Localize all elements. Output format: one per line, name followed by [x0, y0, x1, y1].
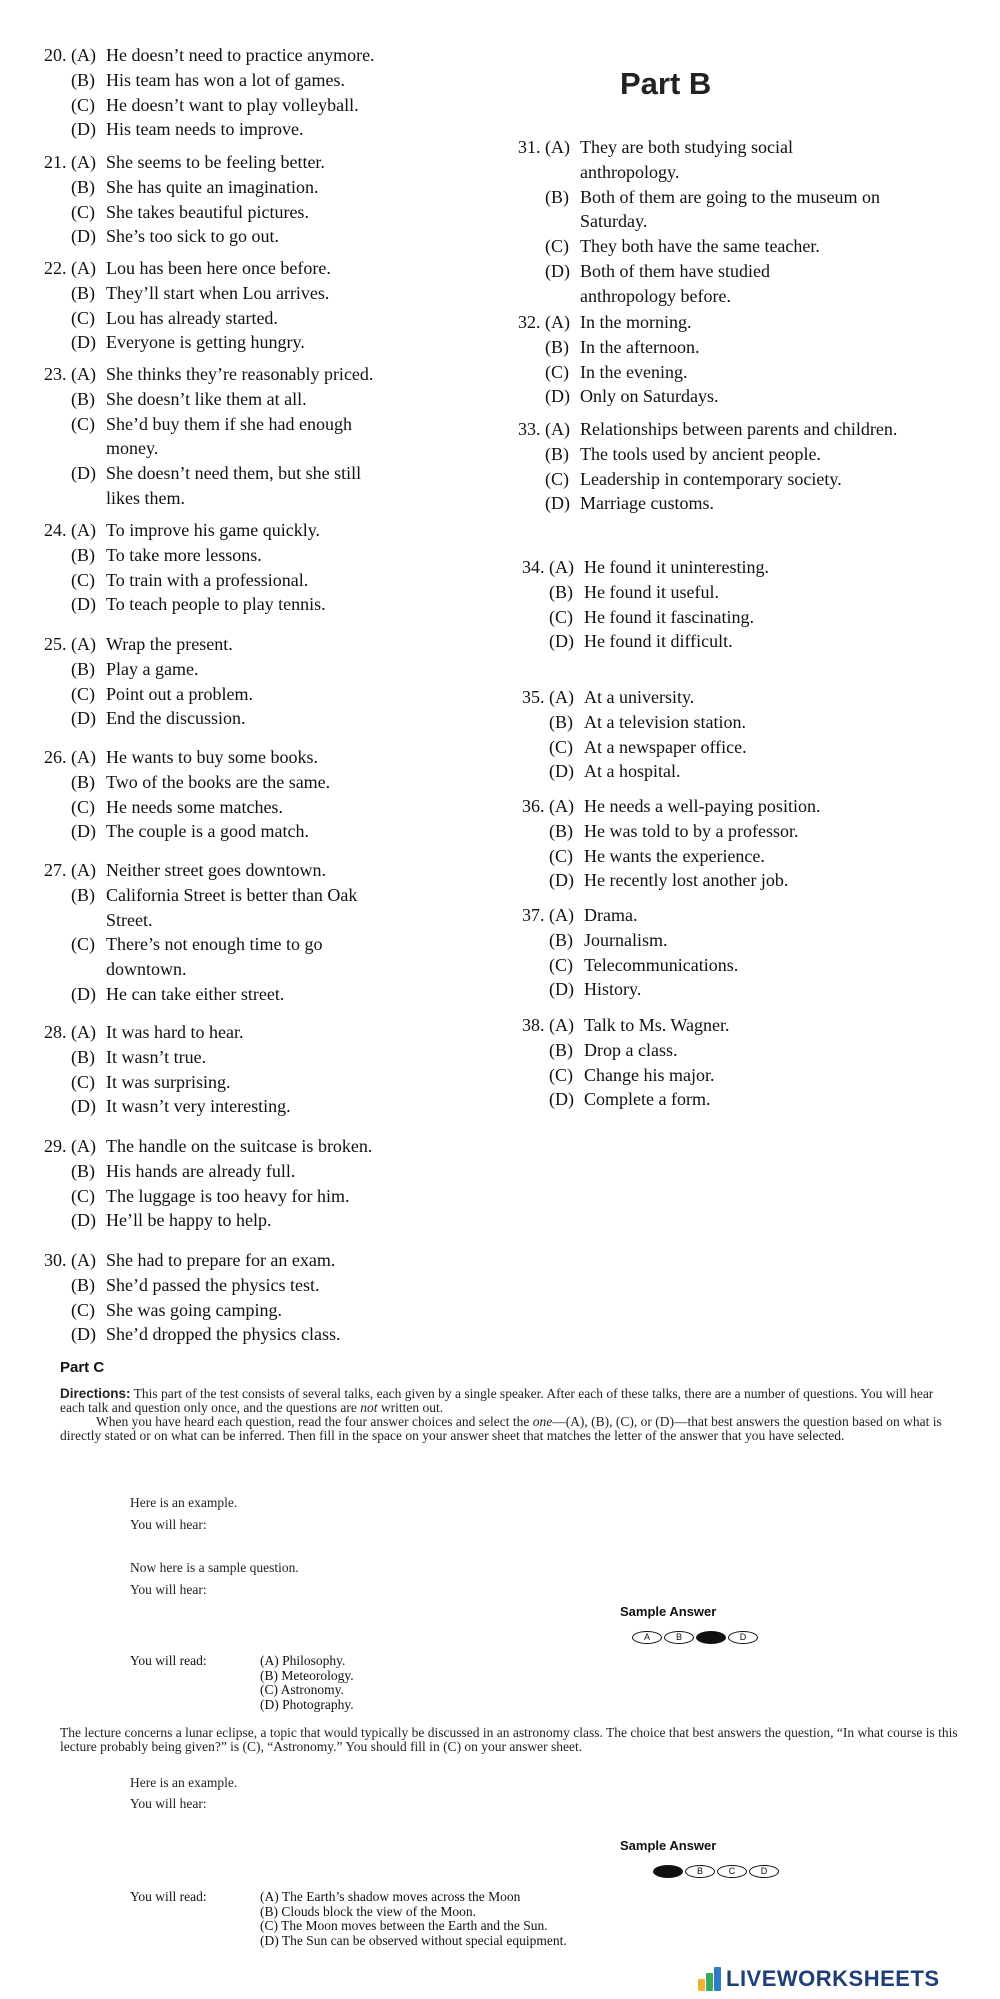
answer-option: (B) The tools used by ancient people. — [545, 443, 821, 464]
answer-bubble-c: C — [717, 1865, 747, 1878]
answer-option: (B) Play a game. — [71, 658, 199, 679]
answer-option: (C) Telecommunications. — [549, 954, 739, 975]
sample-answer-label: Sample Answer — [620, 1838, 717, 1853]
question-38 — [522, 1013, 972, 1112]
answer-option: (D) He’ll be happy to help. — [71, 1210, 272, 1231]
answer-option: (D) Both of them have studied anthropology before. — [545, 260, 770, 306]
answer-option: (B) Two of the books are the same. — [71, 771, 331, 792]
answer-bubble-d: D — [749, 1865, 779, 1878]
read-option: (B) Clouds block the view of the Moon. — [260, 1903, 476, 1919]
read-option: (B) Meteorology. — [260, 1667, 354, 1683]
answer-option: (B) Journalism. — [549, 929, 668, 950]
answer-option: (A) He wants to buy some books. — [71, 747, 318, 767]
answer-option: (A) Neither street goes downtown. — [71, 860, 326, 880]
answer-option: (A) She had to prepare for an exam. — [71, 1250, 336, 1270]
example-label: Here is an example. — [130, 1495, 238, 1510]
answer-option: (C) He wants the experience. — [549, 845, 765, 866]
read-option: (C) Astronomy. — [260, 1682, 344, 1697]
answer-bubble-a: A — [632, 1631, 662, 1644]
answer-option: (C) She was going camping. — [71, 1299, 282, 1320]
you-will-read-label: You will read: — [130, 1653, 207, 1668]
answer-option: (A) He found it uninteresting. — [549, 557, 769, 577]
answer-option: (B) It wasn’t true. — [71, 1046, 207, 1067]
answer-option: (B) His team has won a lot of games. — [71, 69, 345, 90]
answer-option: (C) To train with a professional. — [71, 569, 309, 590]
question-number: 31. — [518, 137, 541, 157]
answer-option: (D) To teach people to play tennis. — [71, 594, 326, 615]
question-number: 22. — [44, 258, 67, 278]
question-number: 23. — [44, 364, 67, 384]
answer-option: (B) His hands are already full. — [71, 1160, 296, 1181]
read-option: (A) Philosophy. — [260, 1653, 346, 1668]
question-31 — [518, 135, 968, 309]
question-29 — [44, 1134, 484, 1233]
answer-option: (A) Drama. — [549, 905, 638, 925]
question-number: 25. — [44, 634, 67, 654]
answer-option: (B) She has quite an imagination. — [71, 176, 319, 197]
answer-bubble-c-filled: C — [696, 1631, 726, 1644]
question-33 — [518, 417, 968, 516]
question-number: 34. — [522, 557, 545, 577]
answer-option: (D) He can take either street. — [71, 983, 285, 1004]
answer-option: (C) He doesn’t want to play volleyball. — [71, 94, 359, 115]
answer-option: (A) Wrap the present. — [71, 634, 233, 654]
answer-bubble-b: B — [664, 1631, 694, 1644]
question-number: 38. — [522, 1015, 545, 1035]
question-number: 24. — [44, 520, 67, 540]
question-37 — [522, 903, 972, 1002]
answer-option: (C) He found it fascinating. — [549, 606, 754, 627]
you-will-hear-label: You will hear: — [130, 1796, 207, 1811]
answer-option: (D) She’d dropped the physics class. — [71, 1324, 341, 1345]
answer-option: (B) In the afternoon. — [545, 336, 700, 357]
answer-option: (A) She thinks they’re reasonably priced. — [71, 364, 374, 384]
answer-option: (C) There’s not enough time to go downtown. — [71, 934, 323, 980]
answer-option: (D) Complete a form. — [549, 1089, 711, 1110]
answer-bubble-b: B — [685, 1865, 715, 1878]
answer-option: (C) They both have the same teacher. — [545, 236, 820, 257]
question-35 — [522, 685, 972, 784]
question-27 — [44, 858, 474, 1007]
question-21 — [44, 150, 474, 249]
question-number: 35. — [522, 687, 545, 707]
answer-option: (D) She doesn’t need them, but she still likes them. — [71, 463, 362, 508]
question-number: 36. — [522, 796, 545, 816]
answer-option: (B) Drop a class. — [549, 1039, 678, 1060]
you-will-read-block-1 — [130, 1654, 354, 1712]
question-number: 29. — [44, 1136, 67, 1156]
read-option: (A) The Earth’s shadow moves across the Moon — [260, 1889, 521, 1904]
question-26 — [44, 745, 474, 844]
sample-answer-bubbles-2 — [653, 1865, 779, 1878]
answer-option: (D) He recently lost another job. — [549, 870, 789, 891]
question-22 — [44, 256, 474, 355]
answer-option: (D) He found it difficult. — [549, 631, 733, 652]
logo-text: LIVEWORKSHEETS — [726, 1966, 940, 1991]
answer-option: (B) At a television station. — [549, 711, 746, 732]
question-number: 32. — [518, 312, 541, 332]
answer-option: (A) She seems to be feeling better. — [71, 152, 325, 172]
answer-option: (D) Everyone is getting hungry. — [71, 332, 305, 353]
answer-option: (B) They’ll start when Lou arrives. — [71, 282, 330, 303]
answer-option: (B) He found it useful. — [549, 581, 719, 602]
answer-option: (D) At a hospital. — [549, 761, 681, 782]
answer-bubble-a-filled: A — [653, 1865, 683, 1878]
answer-option: (C) In the evening. — [545, 361, 688, 382]
answer-option: (A) Lou has been here once before. — [71, 258, 331, 278]
answer-option: (B) To take more lessons. — [71, 544, 262, 565]
answer-option: (D) She’s too sick to go out. — [71, 226, 280, 247]
answer-option: (C) She takes beautiful pictures. — [71, 201, 309, 222]
answer-bubble-d: D — [728, 1631, 758, 1644]
sample-question-label: Now here is a sample question. — [130, 1560, 299, 1575]
question-number: 37. — [522, 905, 545, 925]
answer-option: (D) His team needs to improve. — [71, 119, 304, 140]
answer-option: (A) He needs a well-paying position. — [549, 796, 821, 816]
part-c-directions: Directions: This part of the test consists of several talks, each given by a single speaker. After each of these talks, there are a number of questions. You will hear each talk and question only once, and the questions are not written out. When you have heard each question, read the four answer choices and select the one—(A), (B), (C), or (D)—that best answers the question based on what is directly stated or on what can be inferred. Then fill in the space on your answer sheet that matches the letter of the answer that you have selected. — [60, 1386, 942, 1443]
question-20 — [44, 43, 474, 142]
liveworksheets-logo-icon — [698, 1967, 722, 1991]
answer-option: (B) He was told to by a professor. — [549, 820, 799, 841]
part-b-title: Part B — [620, 66, 712, 101]
question-number: 26. — [44, 747, 67, 767]
you-will-hear-label: You will hear: — [130, 1582, 207, 1597]
answer-option: (D) History. — [549, 979, 642, 1000]
answer-option: (C) It was surprising. — [71, 1071, 231, 1092]
answer-option: (B) California Street is better than Oak Street. — [71, 884, 358, 930]
read-option: (C) The Moon moves between the Earth and the Sun. — [260, 1918, 548, 1933]
answer-option: (C) Leadership in contemporary society. — [545, 468, 842, 489]
answer-option: (B) She’d passed the physics test. — [71, 1274, 320, 1295]
question-number: 33. — [518, 419, 541, 439]
you-will-read-block-2 — [130, 1890, 567, 1948]
you-will-read-label: You will read: — [130, 1889, 207, 1904]
question-28 — [44, 1020, 474, 1119]
liveworksheets-logo — [698, 1966, 940, 1992]
sample-explanation: The lecture concerns a lunar eclipse, a topic that would typically be discussed in an astronomy class. The choice that best answers the question, “In what course is this lecture probably being given?” is (C), “Astronomy.” You should fill in (C) on your answer sheet. — [60, 1725, 958, 1754]
question-number: 20. — [44, 45, 67, 65]
answer-option: (C) The luggage is too heavy for him. — [71, 1185, 350, 1206]
answer-option: (A) In the morning. — [545, 312, 692, 332]
answer-option: (A) It was hard to hear. — [71, 1022, 244, 1042]
question-23 — [44, 362, 474, 511]
question-number: 28. — [44, 1022, 67, 1042]
question-32 — [518, 310, 968, 409]
answer-option: (D) The couple is a good match. — [71, 821, 309, 842]
answer-option: (B) Both of them are going to the museum on Saturday. — [545, 186, 880, 232]
answer-option: (D) It wasn’t very interesting. — [71, 1096, 291, 1117]
question-number: 27. — [44, 860, 67, 880]
you-will-hear-label: You will hear: — [130, 1517, 207, 1532]
answer-option: (A) Talk to Ms. Wagner. — [549, 1015, 730, 1035]
answer-option: (C) Point out a problem. — [71, 683, 253, 704]
answer-option: (A) Relationships between parents and children. — [545, 419, 898, 439]
answer-option: (C) At a newspaper office. — [549, 736, 747, 757]
sample-answer-bubbles-1 — [632, 1631, 758, 1644]
example-label: Here is an example. — [130, 1775, 238, 1790]
read-option: (D) The Sun can be observed without special equipment. — [260, 1932, 567, 1948]
answer-option: (D) Marriage customs. — [545, 493, 714, 514]
question-number: 21. — [44, 152, 67, 172]
read-option: (D) Photography. — [260, 1696, 354, 1712]
answer-option: (A) At a university. — [549, 687, 695, 707]
answer-option: (C) She’d buy them if she had enough money. — [71, 413, 352, 459]
answer-option: (D) End the discussion. — [71, 708, 246, 729]
question-25 — [44, 632, 474, 731]
question-30 — [44, 1248, 474, 1347]
sample-answer-label: Sample Answer — [620, 1604, 717, 1619]
question-24 — [44, 518, 474, 617]
question-36 — [522, 794, 972, 893]
question-34 — [522, 555, 972, 654]
answer-option: (A) To improve his game quickly. — [71, 520, 321, 540]
part-c-title: Part C — [60, 1359, 105, 1376]
answer-option: (D) Only on Saturdays. — [545, 386, 719, 407]
answer-option: (C) He needs some matches. — [71, 796, 283, 817]
answer-option: (B) She doesn’t like them at all. — [71, 388, 307, 409]
answer-option: (C) Change his major. — [549, 1064, 715, 1085]
answer-option: (A) The handle on the suitcase is broken. — [71, 1136, 373, 1156]
answer-option: (A) They are both studying social anthropology. — [545, 137, 793, 182]
answer-option: (A) He doesn’t need to practice anymore. — [71, 45, 375, 65]
answer-option: (C) Lou has already started. — [71, 307, 278, 328]
question-number: 30. — [44, 1250, 67, 1270]
